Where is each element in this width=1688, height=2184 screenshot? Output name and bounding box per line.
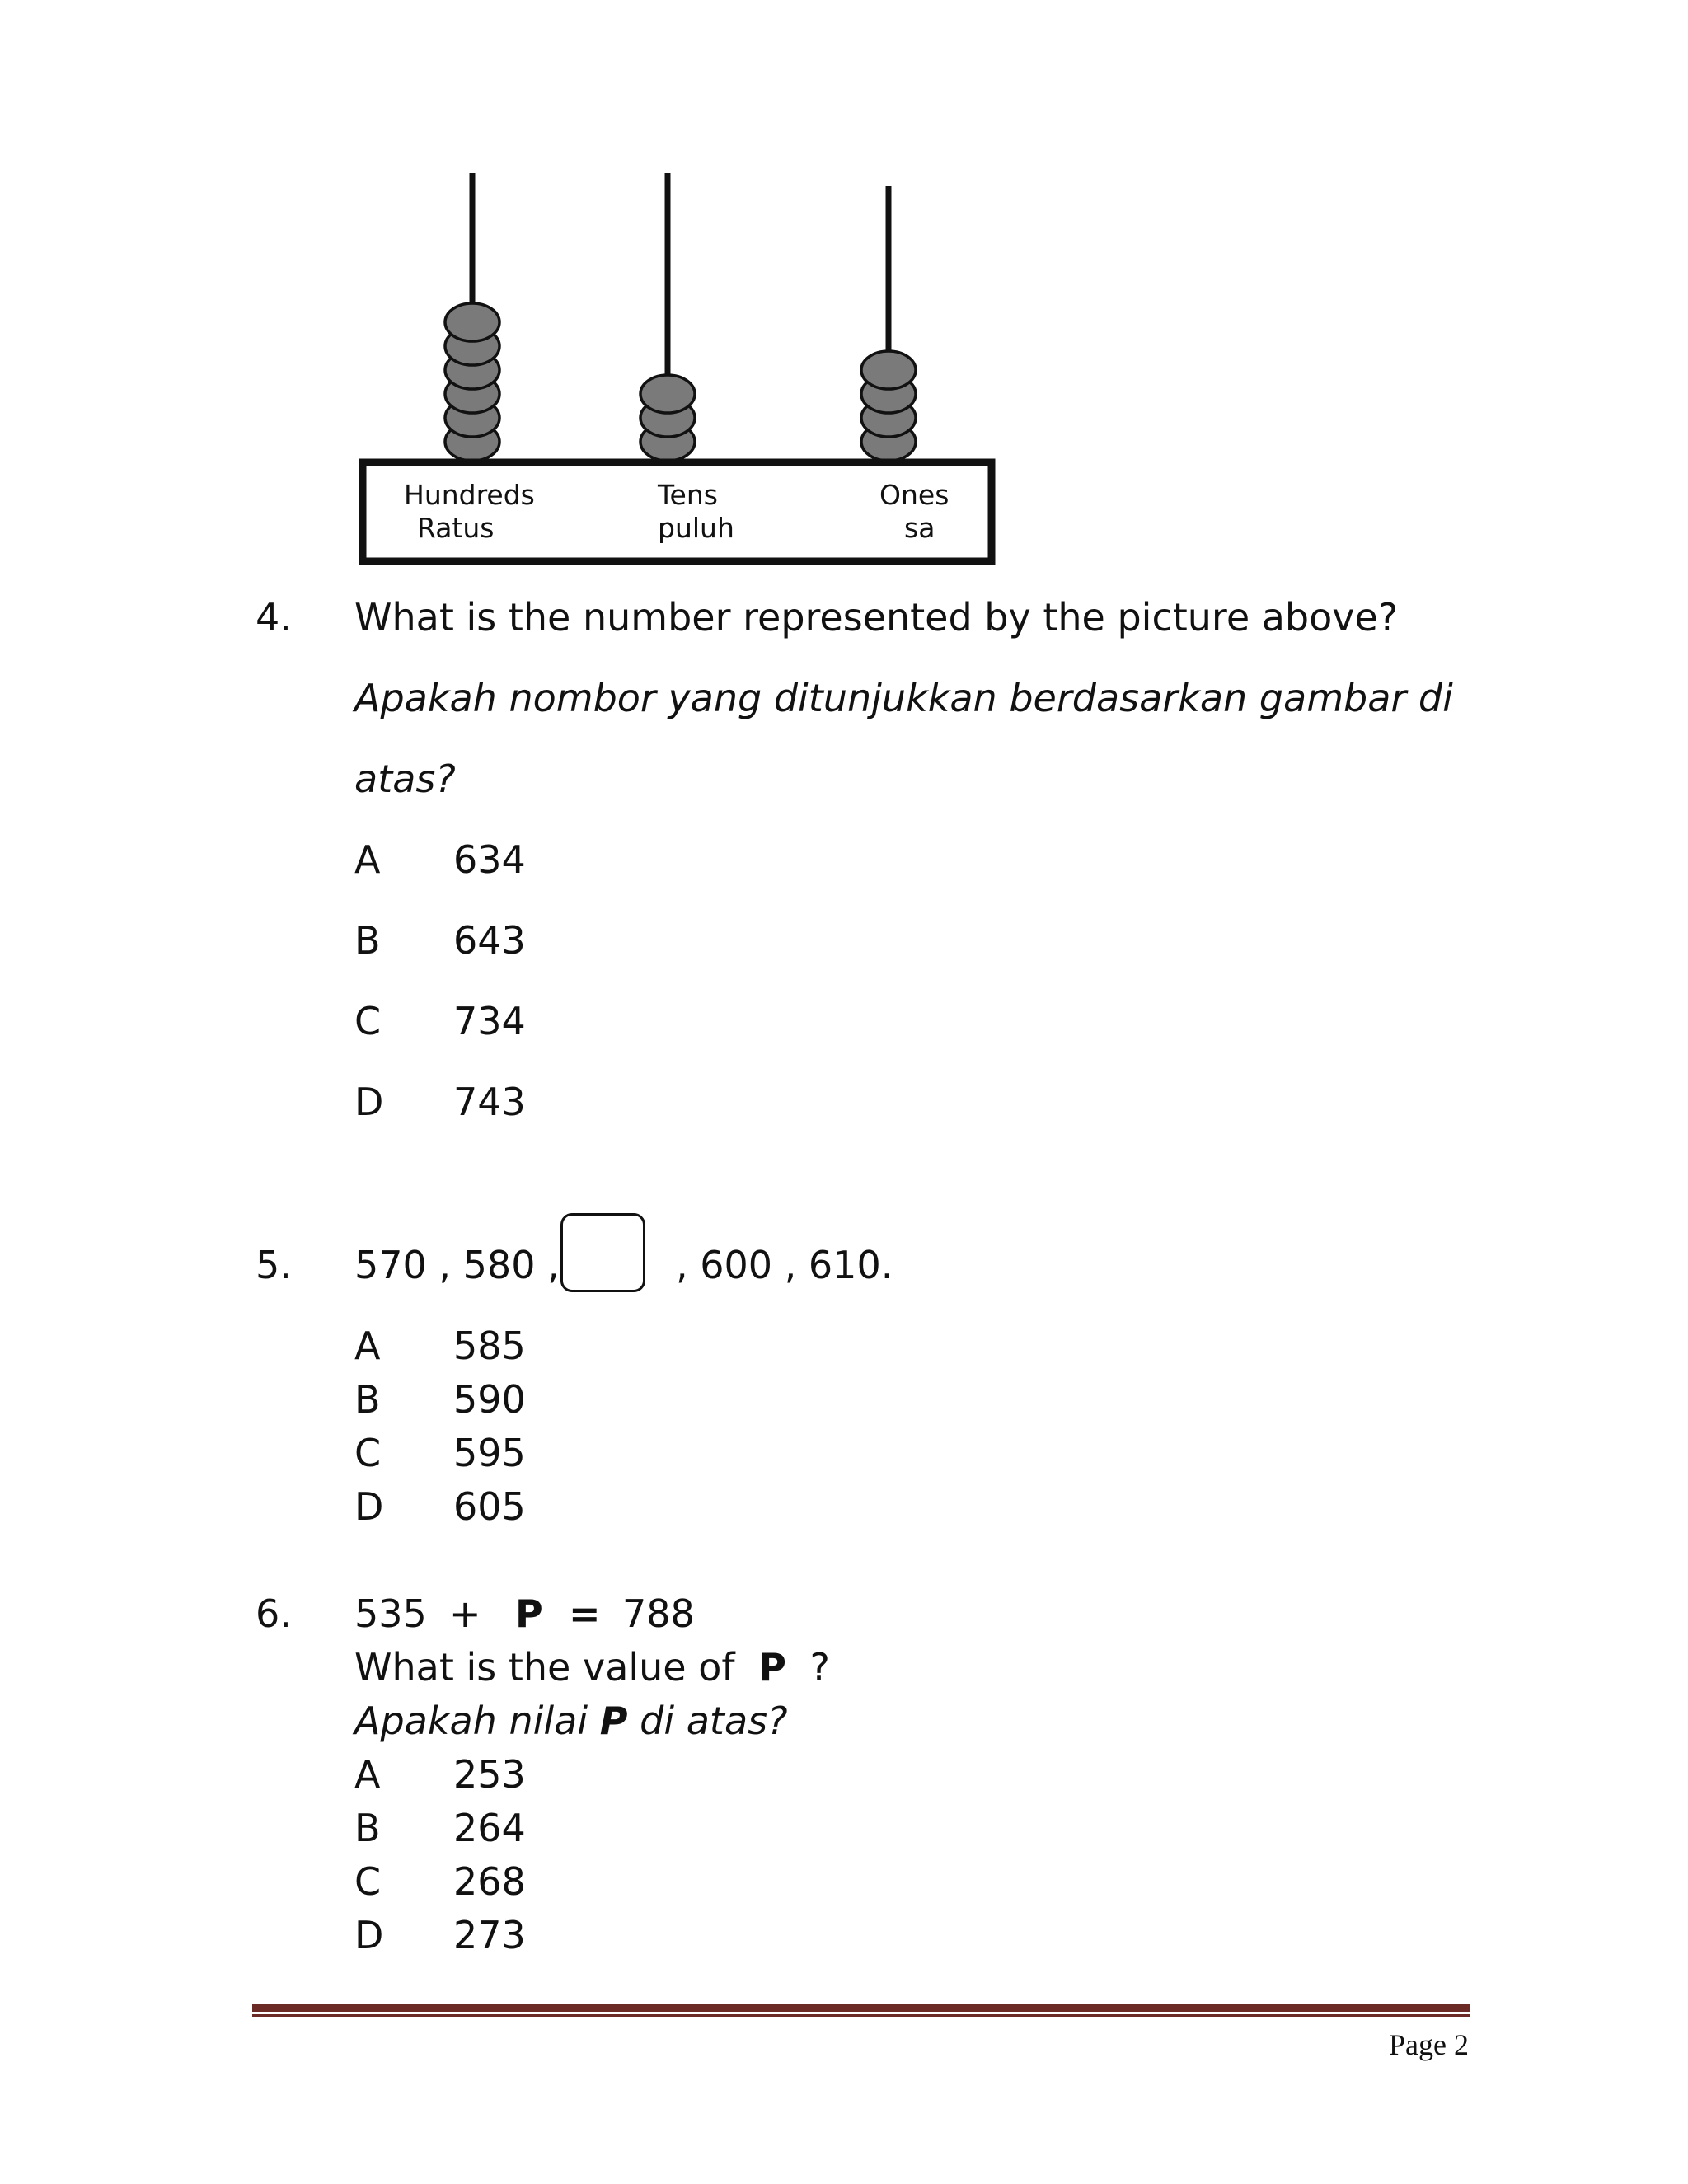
- option-letter: A: [354, 837, 381, 882]
- option-letter: A: [354, 1752, 381, 1797]
- abacus-figure: [0, 0, 1688, 593]
- question-number: 6.: [256, 1591, 292, 1636]
- option-letter: C: [354, 1431, 382, 1475]
- option-value: 643: [453, 918, 526, 963]
- option-value: 585: [453, 1324, 526, 1368]
- abacus-bead-hundreds: [445, 303, 499, 341]
- question-text-ms-cont: atas?: [354, 757, 456, 801]
- equation-right: 788: [622, 1591, 695, 1636]
- question-variable: P: [758, 1645, 786, 1690]
- question-number: 4.: [256, 595, 292, 640]
- option-value: 590: [453, 1377, 526, 1422]
- option-letter: A: [354, 1324, 381, 1368]
- question-text-en: [354, 1645, 830, 1690]
- option-value: 743: [453, 1080, 526, 1124]
- option-value: 734: [453, 999, 526, 1043]
- question-number: 5.: [256, 1243, 292, 1287]
- question-text-en-before: What is the value of: [354, 1645, 735, 1690]
- footer-rule-thin: [252, 2014, 1470, 2017]
- option-value: 268: [453, 1859, 526, 1904]
- label-hundreds: Hundreds: [404, 479, 535, 511]
- question-text-en-after: ?: [809, 1645, 830, 1690]
- option-value: 605: [453, 1484, 526, 1529]
- answer-blank-box: [560, 1213, 645, 1292]
- question-text-en: What is the number represented by the picture above?: [354, 595, 1399, 640]
- question-variable: P: [599, 1699, 628, 1743]
- equation-left: 535: [354, 1591, 427, 1636]
- option-value: 264: [453, 1806, 526, 1850]
- option-letter: B: [354, 1377, 381, 1422]
- option-value: 634: [453, 837, 526, 882]
- equation-plus: +: [449, 1591, 481, 1636]
- option-letter: D: [354, 1080, 384, 1124]
- option-value: 595: [453, 1431, 526, 1475]
- abacus-beads: [445, 303, 916, 461]
- question-text-ms: [354, 1699, 788, 1743]
- label-ones: Ones: [879, 479, 950, 511]
- equation-variable: P: [515, 1591, 543, 1636]
- label-sa: sa: [904, 512, 935, 544]
- option-letter: D: [354, 1484, 384, 1529]
- option-letter: C: [354, 999, 382, 1043]
- abacus-bead-tens: [640, 375, 695, 413]
- option-value: 253: [453, 1752, 526, 1797]
- question-text-ms-after: di atas?: [640, 1699, 788, 1743]
- label-ratus: Ratus: [417, 512, 495, 544]
- option-letter: B: [354, 918, 381, 963]
- footer-rule-thick: [252, 2004, 1470, 2012]
- option-letter: B: [354, 1806, 381, 1850]
- option-letter: D: [354, 1913, 384, 1957]
- option-letter: C: [354, 1859, 382, 1904]
- label-tens: Tens: [658, 479, 718, 511]
- sequence-before: 570 , 580 ,: [354, 1243, 560, 1287]
- abacus-bead-ones: [861, 351, 916, 389]
- question-text-ms-before: Apakah nilai: [354, 1699, 588, 1743]
- page-number: Page 2: [1389, 2028, 1469, 2061]
- option-value: 273: [453, 1913, 526, 1957]
- label-puluh: puluh: [658, 512, 734, 544]
- question-text-ms: Apakah nombor yang ditunjukkan berdasarkan gambar di: [354, 676, 1453, 720]
- sequence-after: , 600 , 610.: [676, 1243, 893, 1287]
- equation-equals: =: [569, 1591, 601, 1636]
